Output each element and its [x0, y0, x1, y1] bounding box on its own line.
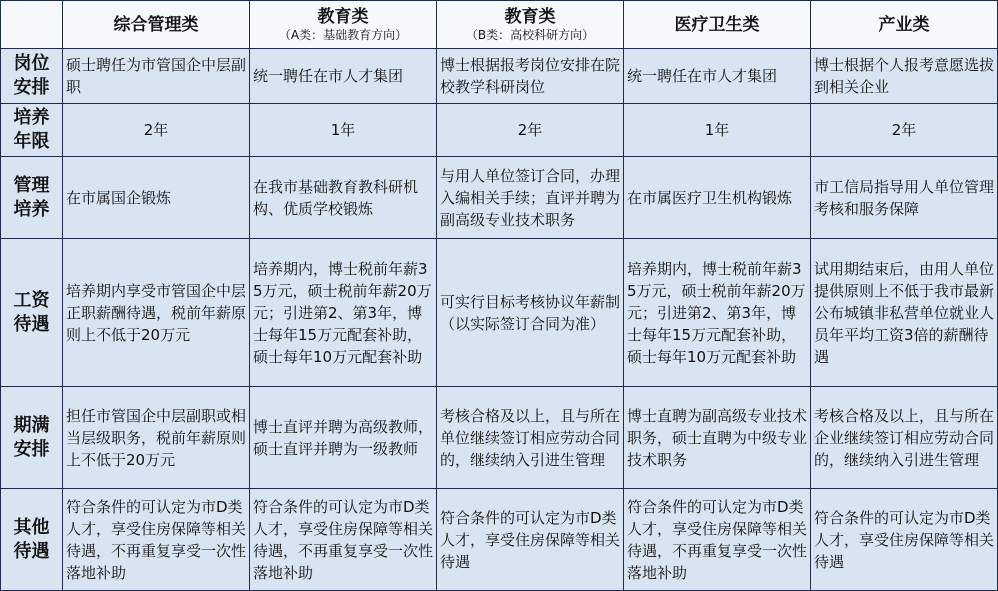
column-header-education-b	[437, 1, 624, 49]
table-cell: 担任市管国企中层副职或相当层级职务，税前年薪原则上不低于20万元	[63, 387, 250, 489]
table-cell: 试用期结束后，由用人单位提供原则上不低于我市最新公布城镇非私营单位就业人员年平均工资3倍的薪酬待遇	[811, 239, 998, 387]
table-cell: 统一聘任在市人才集团	[250, 49, 437, 104]
row-label	[1, 489, 63, 591]
table-cell: 培养期内，博士税前年薪35万元，硕士税前年薪20万元；引进第2、第3年，博士每年15万元配套补助，硕士每年10万元配套补助	[250, 239, 437, 387]
table-cell: 硕士聘任为市管国企中层副职	[63, 49, 250, 104]
table-row-management-training	[1, 157, 998, 239]
column-header-medical-health	[624, 1, 811, 49]
row-label-text: 工资待遇	[13, 289, 50, 335]
row-label-text: 岗位安排	[13, 53, 50, 98]
table-row-training-years	[1, 104, 998, 157]
table-cell: 2年	[63, 104, 250, 157]
table-cell: 统一聘任在市人才集团	[624, 49, 811, 104]
column-header-industry	[811, 1, 998, 49]
table-cell: 符合条件的可认定为市D类人才，享受住房保障等相关待遇，不再重复享受一次性落地补助	[63, 489, 250, 591]
corner-cell	[1, 1, 63, 49]
table-row-position	[1, 49, 998, 104]
table-cell: 符合条件的可认定为市D类人才，享受住房保障等相关待遇，不再重复享受一次性落地补助	[624, 489, 811, 591]
table-cell: 2年	[811, 104, 998, 157]
table-row-other-benefits	[1, 489, 998, 591]
table-cell: 博士根据报考岗位安排在院校教学科研岗位	[437, 49, 624, 104]
table-cell: 博士根据个人报考意愿选拔到相关企业	[811, 49, 998, 104]
row-label	[1, 49, 63, 104]
table-cell: 符合条件的可认定为市D类人才，享受住房保障等相关待遇	[437, 489, 624, 591]
row-label	[1, 387, 63, 489]
row-label	[1, 104, 63, 157]
table-row-salary	[1, 239, 998, 387]
table-cell: 培养期内享受市管国企中层正职薪酬待遇，税前年薪原则上不低于20万元	[63, 239, 250, 387]
table-cell: 1年	[250, 104, 437, 157]
table-cell: 在我市基础教育教科研机构、优质学校锻炼	[250, 157, 437, 239]
table-cell: 可实行目标考核协议年薪制（以实际签订合同为准）	[437, 239, 624, 387]
column-subtitle: （B类：高校科研方向）	[465, 27, 595, 42]
column-title: 医疗卫生类	[674, 14, 760, 35]
table-cell: 在市属国企锻炼	[63, 157, 250, 239]
column-title: 教育类	[317, 6, 369, 27]
table-cell: 符合条件的可认定为市D类人才，享受住房保障等相关待遇	[811, 489, 998, 591]
table-cell: 2年	[437, 104, 624, 157]
table-cell: 市工信局指导用人单位管理考核和服务保障	[811, 157, 998, 239]
table-cell: 与用人单位签订合同，办理入编相关手续；直评并聘为副高级专业技术职务	[437, 157, 624, 239]
column-title: 综合管理类	[113, 14, 199, 35]
row-label-text: 期满安排	[13, 414, 50, 460]
table-cell: 博士直聘为副高级专业技术职务，硕士直聘为中级专业技术职务	[624, 387, 811, 489]
table-cell: 培养期内，博士税前年薪35万元，硕士税前年薪20万元；引进第2、第3年，博士每年15万元配套补助，硕士每年10万元配套补助	[624, 239, 811, 387]
table-cell: 考核合格及以上，且与所在企业继续签订相应劳动合同的，继续纳入引进生管理	[811, 387, 998, 489]
table-cell: 博士直评并聘为高级教师，硕士直评并聘为一级教师	[250, 387, 437, 489]
column-title: 产业类	[878, 14, 930, 35]
table-cell: 符合条件的可认定为市D类人才，享受住房保障等相关待遇，不再重复享受一次性落地补助	[250, 489, 437, 591]
row-label-text: 其他待遇	[13, 516, 50, 562]
header-row	[1, 1, 998, 49]
column-header-comprehensive-management	[63, 1, 250, 49]
row-label-text: 管理培养	[13, 174, 50, 220]
row-label	[1, 157, 63, 239]
table-row-expiry-arrangement	[1, 387, 998, 489]
table-cell: 在市属医疗卫生机构锻炼	[624, 157, 811, 239]
table-cell: 考核合格及以上，且与所在单位继续签订相应劳动合同的，继续纳入引进生管理	[437, 387, 624, 489]
column-header-education-a	[250, 1, 437, 49]
row-label-text: 培养年限	[13, 107, 50, 152]
column-title: 教育类	[504, 6, 556, 27]
row-label	[1, 239, 63, 387]
column-subtitle: （A类：基础教育方向）	[278, 27, 408, 42]
table-cell: 1年	[624, 104, 811, 157]
